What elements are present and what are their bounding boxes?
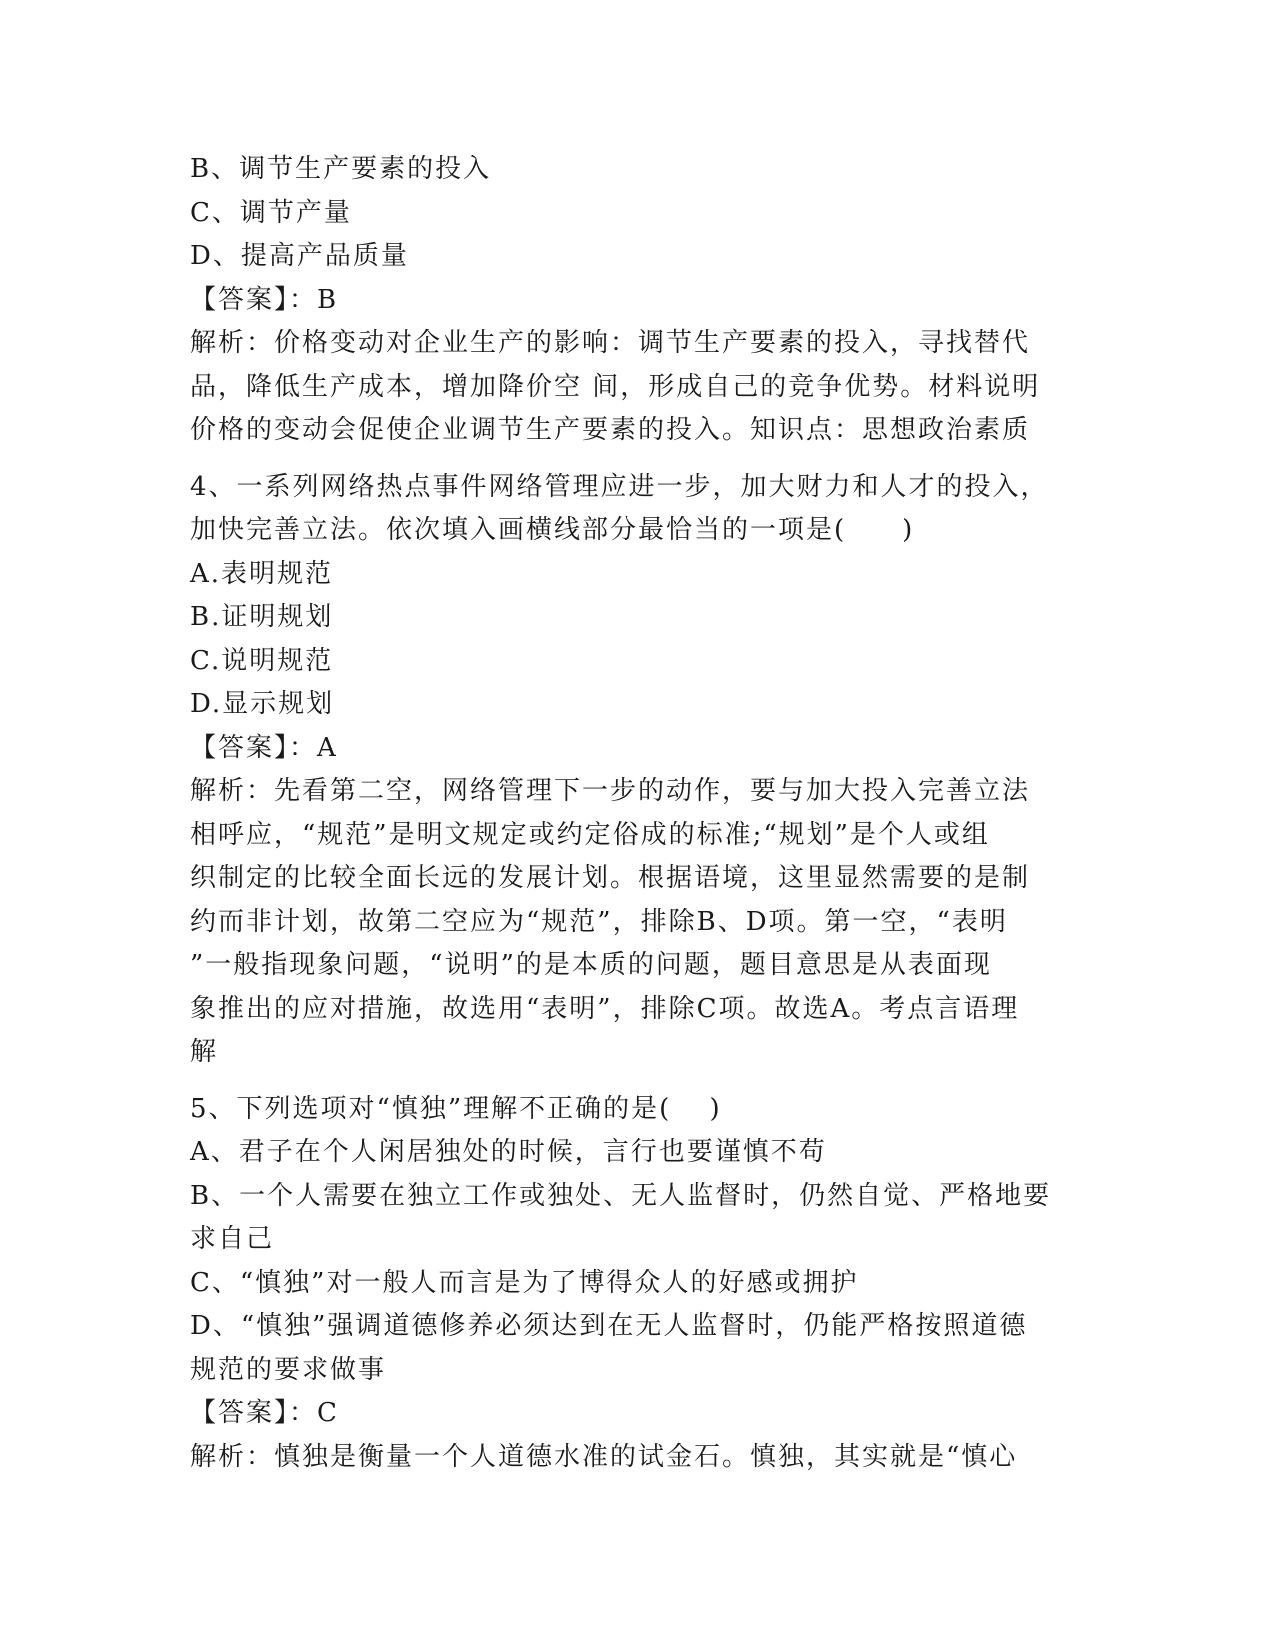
- analysis-line: 价格的变动会促使企业调节生产要素的投入。知识点：思想政治素质: [190, 415, 1031, 445]
- analysis-line: 织制定的比较全面长远的发展计划。根据语境，这里显然需要的是制: [190, 863, 1031, 893]
- analysis-line: 解析：价格变动对企业生产的影响：调节生产要素的投入，寻找替代: [190, 328, 1031, 358]
- question-5: [190, 1088, 1090, 1480]
- option-a: A.表明规范: [190, 558, 334, 589]
- analysis-line: 品，降低生产成本，增加降价空 间，形成自己的竞争优势。材料说明: [190, 371, 1041, 402]
- option-b-continued: 求自己: [190, 1224, 275, 1254]
- analysis-line: 相呼应，“规范”是明文规定或约定俗成的标准;“规划”是个人或组: [190, 819, 990, 850]
- question-3: [190, 148, 1090, 453]
- option-d-continued: 规范的要求做事: [190, 1354, 387, 1385]
- option-d: D、提高产品质量: [190, 241, 409, 271]
- option-b: B、一个人需要在独立工作或独处、无人监督时，仍然自觉、严格地要: [190, 1180, 1052, 1211]
- analysis-line: 解: [190, 1037, 219, 1067]
- answer: 【答案】：C: [190, 1398, 339, 1428]
- option-c: C、“慎独”对一般人而言是为了博得众人的好感或拥护: [190, 1267, 859, 1298]
- answer: 【答案】：A: [190, 732, 338, 763]
- spacer: [190, 453, 1090, 466]
- question-text: 加快完善立法。依次填入画横线部分最恰当的一项是( ): [190, 515, 915, 545]
- option-a: A、君子在个人闲居独处的时候，言行也要谨慎不苟: [190, 1137, 827, 1167]
- option-c: C、调节产量: [190, 197, 352, 228]
- question-text: 4、一系列网络热点事件网络管理应进一步，加大财力和人才的投入，: [190, 471, 1049, 502]
- analysis-line: 约而非计划，故第二空应为“规范”，排除B、D项。第一空，“表明: [190, 906, 1008, 937]
- analysis-line: 象推出的应对措施，故选用“表明”，排除C项。故选A。考点言语理: [190, 993, 1020, 1024]
- analysis-line: ”一般指现象问题，“说明”的是本质的问题，题目意思是从表面现: [190, 950, 992, 980]
- option-c: C.说明规范: [190, 645, 334, 676]
- option-d: D、“慎独”强调道德修养必须达到在无人监督时，仍能严格按照道德: [190, 1311, 1028, 1341]
- question-text: 5、下列选项对“慎独”理解不正确的是( ): [190, 1093, 722, 1124]
- option-b: B.证明规划: [190, 602, 334, 632]
- analysis-line: 解析：先看第二空，网络管理下一步的动作，要与加大投入完善立法: [190, 776, 1031, 806]
- option-d: D.显示规划: [190, 689, 335, 719]
- analysis-line: 解析：慎独是衡量一个人道德水准的试金石。慎独，其实就是“慎心: [190, 1441, 1018, 1472]
- spacer: [190, 1075, 1090, 1088]
- document-page: [190, 148, 1090, 1479]
- answer: 【答案】：B: [190, 284, 339, 315]
- option-b: B、调节生产要素的投入: [190, 154, 492, 184]
- question-4: [190, 466, 1090, 1075]
